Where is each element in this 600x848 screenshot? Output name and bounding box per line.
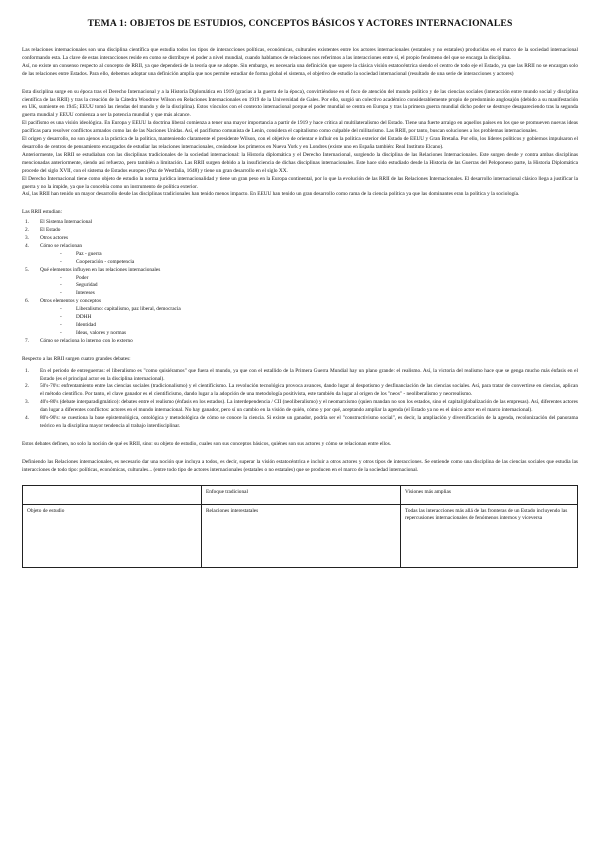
document-page [22,18,578,568]
list-item: 7. Cómo se relaciona lo interno con lo externo [25,337,133,344]
list-item: 6. Otros elementos y conceptos - Liberalismo: capitalismo, paz liberal, democracia - DDHH - Identidad - Ideas, valores y normas [22,298,578,338]
debate-item: 2. 50's-70's: enfrentamiento entre las ciencias sociales (tradicionalismo) y el cientificismo. La revolución tecnológica provoca avances, dando lugar al despotismo y desfinanciación de las ciencias sociales. Así, para tratar de convertirse en ciencias, aplican el método científico. Por tanto, el clave ganador es el cientificismo, dando lugar a la adopción de una metodología positivista, este también da lugar al origen de los "neos" - neoliberalismo y neorrealismo. [25,383,578,398]
intro-paragraph-1: Las relaciones internacionales son una disciplina científica que estudia todos los tipos de interacciones políticas, económicas, culturales existentes entre los actores internacionales (estatales y no estatales) producidas en el marco de la sociedad internacional conformando esta. La clave de estas interacciones reside en como se distribuye el poder a nivel mundial, cuando hablamos de relaciones nos referimos a las interacciones entre sí, el propio fenómeno del que se encarga la disciplina. [22,47,578,61]
history-paragraph-5: El Derecho Internacional tiene como objeto de estudio la norma jurídica internacionalidad y tiene un gran peso en la Europa continental, por lo que la evolución de las RRII de las Relaciones Internacionales. El desarrollo internacional clásico llega a justificar la guerra y no la impide, ya que la concebía como un instrumento de política exterior. [22,175,578,190]
list-item: 5. Qué elementos influyen en las relaciones internacionales - Poder - Seguridad - Intereses [22,267,578,299]
list-item: 2. El Estado [25,227,61,234]
table-header-cell [23,485,202,504]
debates-list [22,368,578,431]
sub-list-item: - DDHH [60,314,92,321]
list-item: 1. El Sistema Internacional [25,219,93,226]
history-paragraph-6: Así, las RRII han tenido un mayor desarrollo desde las disciplinas tradicionales han tenido menos impacto. En EEUU han tenido un gran desarrollo como rama de la ciencia política ya que las dominantes eran la política y la sociología. [22,191,520,198]
closing-paragraph: Estos debates definen, no solo la noción de qué es RRII, sino: su objeto de estudio, cuales son sus conceptos básicos, quiénes son sus actores y cómo se relacionan entre ellos. [22,440,392,447]
debate-item: 4. 80's-90's: se cuestiona la base epistemológica, ontológica y metodológica de cómo se conoce la ciencia. Si existe un ganador, podría ser el "constructivismo social", es decir, la ampliación y diversificación de la agenda, recolonización del panorama teórico en la disciplina mayor tendencia al trabajo interdisciplinar. [25,415,578,429]
debate-item: 1. En el periodo de entreguerras: el liberalismo es "como quisiéramos" que fuera el mundo, ya que con el estallido de la Primera Guerra Mundial hay un plano grande: el realismo. Así, la victoria del realismo hace que se genga mucho más énfasis en el Estado (es el principal actor en la disciplina internacional). [25,367,578,382]
table-header-cell: Enfoque tradicional [202,485,401,504]
sub-list-item: - Intereses [60,290,95,297]
list-item: 4. Cómo se relacionan - Paz - guerra - Cooperación - competencia [22,243,578,267]
intro-paragraph-2: Así, no existe un consenso respecto al concepto de RRII, ya que dependerá de la teoría que se adopte. Sin embargo, es necesaria una definición que supere la clásica visión estatocéntrica siendo el centro de todo eje el Estado, ya que las RRII no se encargan solo de las relaciones entre Estados. Para ello, debemos adoptar una definición amplia que nos permite estudiar de forma global el sistema, el objetivo de estudio la sociedad internacional (resultado de una serie de interacciones y actores) [22,62,578,77]
debates-heading: Respecto a las RRII surgen cuatro grandes debates: [22,355,131,362]
sub-list-item: - Liberalismo: capitalismo, paz liberal, democracia [60,306,181,313]
table-cell: Relaciones interestatales [202,504,401,567]
sub-list-item: - Poder [60,274,89,281]
sub-list-item: - Seguridad [60,282,98,289]
table-cell: Todas las interacciones más allá de las fronteras de un Estado incluyendo las repercusiones internacionales de fenómenos internos y viceversa [401,504,578,567]
page-title: TEMA 1: OBJETOS DE ESTUDIOS, CONCEPTOS BÁSICOS Y ACTORES INTERNACIONALES [87,18,513,29]
debate-item: 3. 40's-80's (debate interparadigmático): debates entre el realismo (énfasis en los estados). La interdependencia / CII (neoliberalismo) y el neomarxismo (quien mandan no son los estados, sino el capital/globalización de las empresas). Así, diferentes actores dan lugar a diferentes conflictos: actores en el mundo internacional. No hay ganador, pero sí un cambio en la visión de quién, cómo y por qué, aceptando ampliar la agenda (el Estado ya no es el único actor en el marco internacional). [25,399,578,414]
sub-list-item: - Identidad [60,322,97,328]
list-item: 3. Otros actores [25,235,69,242]
sub-list-item: - Paz - guerra [60,250,102,257]
history-paragraph-2: El pacifismo es una visión ideológica. En Europa y EEUU la doctrina liberal comienza a tener una mayor importancia a partir de 1919 y hace crítica al multilateralismo del Estado. Tiene una fuerte arraigo en aquellos países en los que se promueven nuevas ideas pacíficas para resolver conflictos armados como las de las Naciones Unidas. Así, el pacifismo comunista de Lenin, considera el capitalismo como culpable del militarismo. Las RRII, por tanto, buscan soluciones a los problemas internacionales. [22,120,578,135]
history-paragraph-1: Esta disciplina surge en su época tras el Derecho Internacional y a la Historia Diplomática en 1919 (gracias a la guerra de la época), convirtiéndose en el foco de atención del mundo político y de las ciencias sociales (interacción entre mundo social y disciplina científica de las RRII) y tras la creación de la Cátedra Woodrow Wilson en Relaciones Internacionales en 1919 de la Universidad de Gales. Por ello, surgió un colectivo académico considerablemente propio de predominio anglosajón (debido a su manifestación en UK, sumiente en 1945; EEUU tomó las riendas del mundo y de la disciplina). Estos vínculos con el contexto internacional porque el poder mundial se centra en Europa y tras la primera guerra mundial dicho poder se destruye desapareciendo tras la segunda guerra mundial y EEUU comienza a ser la potencia mundial y que más alcance. [22,88,578,119]
table-cell: Objeto de estudio [23,504,202,567]
table-row [23,504,578,567]
sub-list-item: - Ideas, valores y normas [60,329,127,336]
definition-paragraph: Definiendo las Relaciones internacionales, es necesario dar una noción que incluya a todos, es decir, superar la visión estatocéntrica e incluir a otros actores y otros tipos de interacciones. Se entiende como una disciplina de las ciencias sociales que estudia las interacciones de todo tipo: políticas, económicas, culturales... (entre todo tipo de actores internacionales (estatales o no estatales) que se producen en el marco de la sociedad internacional. [22,458,578,473]
comparison-table [22,485,578,568]
studies-list [22,219,578,346]
sub-list-item: - Cooperación - competencia [60,258,135,265]
table-header-cell: Visiones más amplias [401,485,578,504]
table-header-row [23,485,578,504]
history-paragraph-3: El origen y desarrollo, no son ajenos a la práctica de la política, manteniendo claramente el presidente Wilson, con el objetivo de orientar e influir en la política exterior del Estado de EEUU y Gran Bretaña. Por ello, los líderes políticos y gobiernos impulsaron el desarrollo de centros de pensamiento encargados de estudiar las relaciones internacionales, creándose los primeros en Nueva York y en Londres (existe uno en España también: Real Instituto Elcano). [22,136,578,150]
history-paragraph-4: Anteriormente, las RRII se estudiaban con las disciplinas tradicionales de la sociedad internacional: la Historia diplomática y el Derecho Internacional, surgiendo la disciplina de las Relaciones Internacionales. Este surgen desde y contra ambas disciplinas mencionadas anteriormente, siendo así refuerzo, pero también a limitación. Las RRII surgen debido a la insuficiencia de dichas disciplinas internacionales. Este hace sido estudiado desde la Historia de las Guerras del Peloponeso parte, la Historia Diplomática procede del siglo XVII, con el sistema de Estados europeo (Paz de Westfalia, 1648) y tiene un gran desarrollo en el siglo XX. [22,151,578,174]
studies-heading: Las RRII estudian: [22,209,63,216]
